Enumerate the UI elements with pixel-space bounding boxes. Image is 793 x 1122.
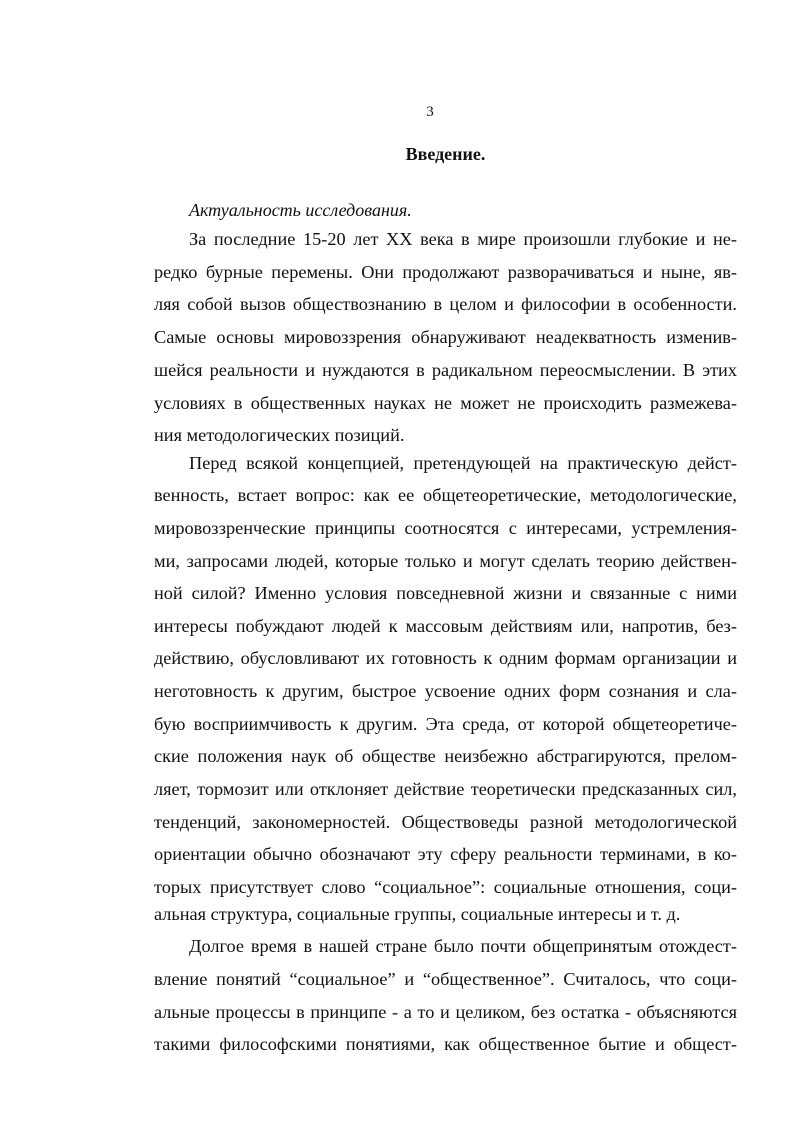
text-line: вление понятий “социальное” и “общественное”. Считалось, что соци- [154, 969, 737, 989]
text-line: ские положения наук об обществе неизбежно абстрагируются, прелом- [154, 746, 737, 766]
text-line: Долгое время в нашей стране было почти общепринятым отождест- [189, 936, 737, 956]
page-number: 3 [426, 104, 434, 120]
text-line: ми, запросами людей, которые только и могут сделать теорию действен- [154, 551, 737, 571]
section-subtitle: Актуальность исследования. [189, 200, 412, 220]
text-line: действию, обусловливают их готовность к одним формам организации и [154, 648, 737, 668]
text-line: ляя собой вызов обществознанию в целом и философии в особенности. [154, 294, 737, 314]
text-line: неготовность к другим, быстрое усвоение одних форм сознания и сла- [154, 681, 737, 701]
text-line: торых присутствует слово “социальное”: социальные отношения, соци- [154, 877, 737, 897]
text-line: бую восприимчивость к другим. Эта среда, от которой общетеоретиче- [154, 714, 737, 734]
text-line: ния методологических позиций. [154, 425, 405, 445]
text-line: мировоззренческие принципы соотносятся с интересами, устремления- [154, 518, 737, 538]
text-line: венность, встает вопрос: как ее общетеоретические, методологические, [154, 485, 737, 505]
text-line: альная структура, социальные группы, социальные интересы и т. д. [154, 904, 681, 924]
text-line: альные процессы в принципе - а то и целиком, без остатка - объясняются [154, 1002, 737, 1022]
text-line: условиях в общественных науках не может не происходить размежева- [154, 393, 737, 413]
text-line: За последние 15-20 лет XX века в мире произошли глубокие и не- [189, 229, 737, 249]
text-line: редко бурные перемены. Они продолжают разворачиваться и ныне, яв- [154, 262, 737, 282]
text-line: тенденций, закономерностей. Обществоведы разной методологической [154, 812, 737, 832]
section-title: Введение. [405, 144, 486, 164]
text-line: Самые основы мировоззрения обнаруживают неадекватность изменив- [154, 327, 737, 347]
text-line: ной силой? Именно условия повседневной жизни и связанные с ними [154, 583, 737, 603]
text-line: шейся реальности и нуждаются в радикальном переосмыслении. В этих [154, 360, 737, 380]
text-line: Перед всякой концепцией, претендующей на практическую дейст- [189, 453, 737, 473]
text-line: такими философскими понятиями, как общественное бытие и общест- [154, 1034, 737, 1054]
text-line: ляет, тормозит или отклоняет действие теоретически предсказанных сил, [154, 779, 737, 799]
text-line: интересы побуждают людей к массовым действиям или, напротив, без- [154, 616, 737, 636]
text-line: ориентации обычно обозначают эту сферу реальности терминами, в ко- [154, 844, 737, 864]
